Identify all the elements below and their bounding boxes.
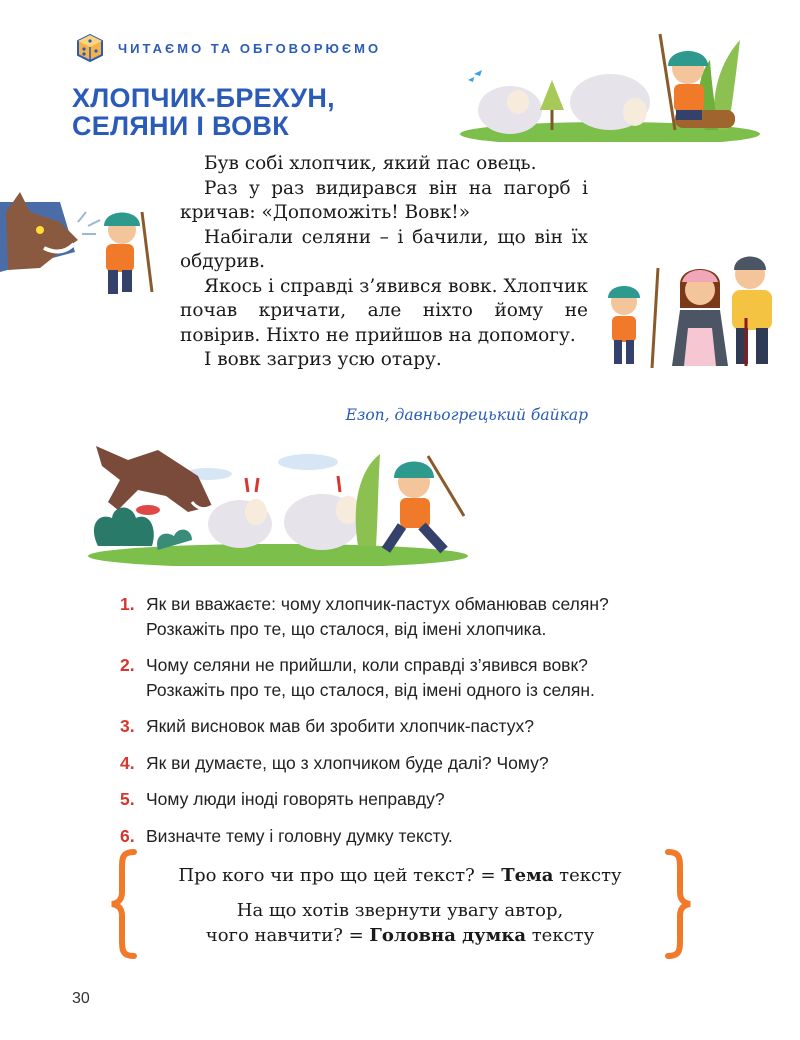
question-text: [146, 824, 740, 849]
title-line-1: ХЛОПЧИК-БРЕХУН,: [72, 83, 335, 113]
note-text: Про кого чи про що цей текст? =: [178, 865, 502, 886]
question-item: [120, 824, 740, 849]
note-text: тексту: [525, 925, 595, 946]
story-paragraph: І вовк загриз усю отару.: [204, 349, 442, 370]
question-number: 4.: [120, 752, 135, 773]
question-text: [146, 787, 740, 812]
wolf-and-boy-illustration: [0, 182, 170, 307]
question-number: 6.: [120, 825, 135, 846]
author-attribution: Езоп, давньогрецький байкар: [345, 406, 588, 424]
question-text: [146, 592, 740, 641]
question-line: Розкажіть про те, що сталося, від імені одного із селян.: [146, 679, 595, 700]
page-number: 30: [72, 990, 90, 1007]
question-line: Чому селяни не прийшли, коли справді з’явився вовк?: [146, 655, 588, 675]
section-label: ЧИТАЄМО ТА ОБГОВОРЮЄМО: [118, 41, 382, 56]
question-item: [120, 787, 740, 812]
note-line-idea-2: [140, 923, 660, 948]
question-item: [120, 653, 740, 702]
question-line: Як ви вважаєте: чому хлопчик-пастух обманював селян?: [146, 594, 609, 614]
story-paragraph: Набігали селяни – і бачили, що він їх обдурив.: [180, 226, 588, 272]
question-text: [146, 714, 740, 739]
question-number: 3.: [120, 716, 135, 736]
story-paragraph: Був собі хлопчик, який пас овець.: [204, 153, 537, 174]
title-line-2: СЕЛЯНИ І ВОВК: [72, 111, 289, 141]
question-item: [120, 592, 740, 641]
note-text: тексту: [553, 865, 622, 886]
question-line: Розкажіть про те, що сталося, від імені хлопчика.: [146, 618, 547, 639]
question-line: Як ви думаєте, що з хлопчиком буде далі? Чому?: [146, 752, 549, 773]
note-line-idea-1: На що хотів звернути увагу автор,: [236, 900, 564, 921]
question-text: [146, 751, 740, 776]
note-line-theme: [140, 863, 660, 888]
question-number: 1.: [120, 594, 135, 614]
question-number: 5.: [120, 789, 135, 809]
question-line: Визначте тему і головну думку тексту.: [146, 825, 453, 846]
story-paragraph: Якось і справді з’явився вовк. Хлопчик почав кричати, але ніхто йому не повірив. Ніхто не прийшов на допомогу.: [180, 275, 588, 346]
question-item: [120, 714, 740, 739]
question-number: 2.: [120, 655, 135, 675]
villagers-illustration: [600, 248, 780, 370]
left-brace-icon: [108, 848, 140, 960]
question-line: Який висновок мав би зробити хлопчик-пастух?: [146, 716, 534, 736]
question-text: [146, 653, 740, 702]
note-bold-term: Тема: [501, 865, 554, 886]
right-brace-icon: [662, 848, 694, 960]
question-item: [120, 751, 740, 776]
note-text: чого навчити? =: [205, 925, 370, 946]
page-title: [72, 84, 335, 140]
wolf-chase-illustration: [88, 426, 478, 566]
question-line: Чому люди іноді говорять неправду?: [146, 789, 445, 809]
note-bold-term: Головна думка: [369, 925, 526, 946]
story-paragraph: Раз у раз видирався він на пагорб і кричав: «Допоможіть! Вовк!»: [180, 177, 588, 223]
theme-idea-note: [140, 863, 660, 948]
questions-list: [120, 592, 740, 860]
dice-icon: [75, 33, 105, 63]
story-text: [180, 152, 588, 373]
sheep-and-boy-illustration: [460, 30, 760, 142]
